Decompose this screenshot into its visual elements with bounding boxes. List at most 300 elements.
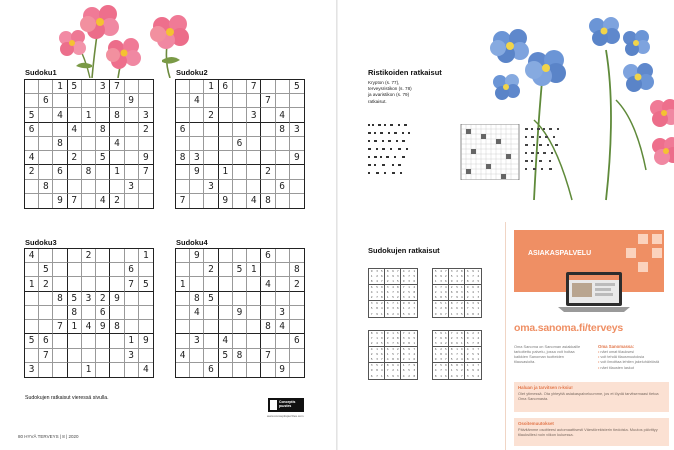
solution-digit: 9 xyxy=(402,341,405,346)
solution-digit: 1 xyxy=(408,285,410,290)
sudoku-cell xyxy=(96,263,110,277)
sudoku-cell xyxy=(261,80,275,94)
solution-digit: 7 xyxy=(460,374,465,379)
sudoku-cell xyxy=(219,320,233,334)
solution-digit: 4 xyxy=(376,341,378,346)
sudoku-cell xyxy=(125,165,139,179)
solution-digit: 2 xyxy=(408,306,410,311)
solution-digit: 7 xyxy=(477,363,480,368)
sudoku-cell: 8 xyxy=(96,123,110,137)
sudoku-cell xyxy=(125,151,139,165)
solution-digit: 5 xyxy=(450,274,453,279)
sudoku-cell xyxy=(219,151,233,165)
solution-digit: 2 xyxy=(477,311,480,316)
solution-digit: 8 xyxy=(460,331,465,336)
sudoku-cell xyxy=(25,306,39,320)
solution-digit: 6 xyxy=(440,311,442,316)
sudoku-cell: 3 xyxy=(125,349,139,363)
solution-digit: 7 xyxy=(444,269,449,274)
sudoku-cell: 6 xyxy=(204,363,218,377)
sudoku-cell: 4 xyxy=(190,306,204,320)
solution-digit: 2 xyxy=(450,285,453,290)
sudoku-cell: 7 xyxy=(68,194,82,208)
sudoku-cell xyxy=(261,108,275,122)
sudoku-cell: 8 xyxy=(276,123,290,137)
sudoku-cell xyxy=(53,306,67,320)
crossword-solution-thumbnails xyxy=(368,124,528,180)
crossword-thumbnail xyxy=(525,124,585,180)
ad-list-item: • voit tehdä tilausmuutoksia xyxy=(598,355,645,360)
solution-digit: 1 xyxy=(444,331,449,336)
sudoku-cell xyxy=(39,137,53,151)
sudoku-cell xyxy=(276,292,290,306)
solution-digit: 1 xyxy=(444,301,449,306)
sudoku-cell xyxy=(261,292,275,306)
sudoku-cell xyxy=(68,249,82,263)
sudoku-cell xyxy=(139,94,153,108)
sudoku-cell xyxy=(39,151,53,165)
solution-digit: 7 xyxy=(392,301,394,306)
solution-digit: 3 xyxy=(434,341,437,346)
solution-digit: 9 xyxy=(460,347,465,352)
solution-digit: 1 xyxy=(460,285,465,290)
sudoku-cell: 3 xyxy=(247,108,261,122)
solution-digit: 6 xyxy=(392,363,394,368)
solution-digit: 2 xyxy=(370,341,373,346)
pink-flowers-illustration xyxy=(46,0,196,78)
solution-digit: 1 xyxy=(392,331,394,336)
solution-digit: 2 xyxy=(472,279,474,284)
sudoku-cell xyxy=(261,334,275,348)
solution-digit: 4 xyxy=(450,373,453,378)
sudoku-cell: 8 xyxy=(290,263,304,277)
sudoku-cell xyxy=(219,123,233,137)
solution-digit: 2 xyxy=(396,296,401,301)
sudoku-cell: 5 xyxy=(25,334,39,348)
solution-digit: 3 xyxy=(370,363,373,368)
sudoku-cell xyxy=(176,320,190,334)
sudoku-cell xyxy=(276,334,290,348)
sudoku-cell xyxy=(176,165,190,179)
sudoku-cell xyxy=(25,137,39,151)
sudoku-cell xyxy=(233,292,247,306)
sudoku-cell xyxy=(190,137,204,151)
solution-digit: 1 xyxy=(477,269,480,274)
sudoku-cell xyxy=(125,137,139,151)
solution-digit: 2 xyxy=(460,301,465,306)
solution-digit: 8 xyxy=(402,274,405,279)
sudoku-cell xyxy=(247,320,261,334)
solution-digit: 3 xyxy=(380,331,385,336)
sudoku-cell xyxy=(247,180,261,194)
ad-list-item: • voit ilmoittaa lehtien jakeluhäiriöstä xyxy=(598,360,660,365)
solution-digit: 4 xyxy=(376,279,378,284)
sudoku-cell xyxy=(68,165,82,179)
solution-digit: 2 xyxy=(434,363,437,368)
solution-digit: 3 xyxy=(440,357,442,362)
solution-digit: 4 xyxy=(456,331,458,336)
flower-head xyxy=(652,137,674,165)
solution-digit: 9 xyxy=(466,285,469,290)
solution-digit: 8 xyxy=(380,347,385,352)
sudoku-cell xyxy=(68,349,82,363)
solution-digit: 9 xyxy=(434,311,437,316)
sudoku-cell xyxy=(233,194,247,208)
solution-digit: 3 xyxy=(386,341,389,346)
solution-digit: 3 xyxy=(376,269,378,274)
sudoku-cell: 4 xyxy=(143,364,149,376)
solution-digit: 8 xyxy=(408,341,410,346)
solution-digit: 9 xyxy=(386,306,389,311)
solution-digit: 6 xyxy=(370,373,373,378)
solution-digit: 8 xyxy=(450,347,453,352)
solution-digit: 3 xyxy=(434,306,437,311)
solution-digit: 9 xyxy=(456,295,458,300)
solution-digit: 9 xyxy=(434,357,437,362)
solution-digit: 1 xyxy=(376,290,378,295)
sudoku-cell xyxy=(190,263,204,277)
sudoku-cell xyxy=(290,249,304,263)
sudoku-cell: 7 xyxy=(176,194,190,208)
sudoku-cell xyxy=(82,180,96,194)
sudoku-cell: 6 xyxy=(290,334,304,348)
sudoku-cell xyxy=(96,180,110,194)
sudoku-cell xyxy=(233,94,247,108)
solution-digit: 5 xyxy=(396,331,401,336)
flower-head xyxy=(589,17,620,46)
sudoku-cell xyxy=(96,108,110,122)
sudoku-cell xyxy=(68,277,82,291)
solution-digit: 6 xyxy=(460,352,465,357)
sudoku-cell: 6 xyxy=(219,80,233,94)
sudoku-cell: 3 xyxy=(96,80,110,94)
solution-digit: 7 xyxy=(444,312,449,317)
solution-digit: 6 xyxy=(444,374,449,379)
sudoku-cell: 6 xyxy=(53,165,67,179)
solution-digit: 1 xyxy=(386,295,389,300)
page-gutter xyxy=(336,0,338,450)
sudoku-cell xyxy=(96,137,110,151)
solution-digit: 8 xyxy=(477,341,480,346)
sudoku-grid xyxy=(24,248,154,378)
sudoku-cell: 9 xyxy=(219,194,233,208)
sudoku-cell xyxy=(96,363,110,377)
sudoku-cell xyxy=(233,151,247,165)
sudoku-cell xyxy=(233,320,247,334)
sudoku-cell xyxy=(139,320,153,334)
solution-digit: 5 xyxy=(472,352,474,357)
solution-digit: 3 xyxy=(466,373,469,378)
sudoku-cell: 1 xyxy=(247,263,261,277)
sudoku-cell xyxy=(276,80,290,94)
solution-digit: 3 xyxy=(460,363,465,368)
logo-mark xyxy=(270,400,277,410)
solution-digit: 2 xyxy=(466,295,469,300)
sudoku-cell: 2 xyxy=(139,123,153,137)
solution-digit: 9 xyxy=(444,363,449,368)
solution-digit: 5 xyxy=(472,306,474,311)
solution-digit: 9 xyxy=(413,295,416,300)
sudoku-cell: 9 xyxy=(53,194,67,208)
sudoku-cell: 1 xyxy=(82,363,96,377)
sudoku-cell xyxy=(96,165,110,179)
solution-digit: 7 xyxy=(477,347,480,352)
solution-digit: 6 xyxy=(413,279,416,284)
sudoku-cell: 4 xyxy=(176,349,190,363)
sudoku-cell: 1 xyxy=(25,277,39,291)
solution-digit: 1 xyxy=(450,311,453,316)
solution-digit: 1 xyxy=(380,312,385,317)
sudoku-cell xyxy=(139,194,153,208)
sudoku-cell xyxy=(247,292,261,306)
sudoku-cell xyxy=(110,180,124,194)
sudoku-cell xyxy=(176,334,190,348)
solution-digit: 5 xyxy=(408,290,410,295)
sudoku-cell: 7 xyxy=(261,94,275,108)
sudoku-cell: 1 xyxy=(176,277,190,291)
sudoku-cell xyxy=(290,194,304,208)
sudoku-cell: 2 xyxy=(96,292,110,306)
solution-digit: 2 xyxy=(456,357,458,362)
flower-head xyxy=(650,99,674,127)
sudoku-cell xyxy=(219,94,233,108)
sudoku-cell xyxy=(39,292,53,306)
flower-head xyxy=(623,30,650,56)
sudoku-cell xyxy=(219,249,233,263)
solution-digit: 5 xyxy=(450,357,453,362)
solution-digit: 8 xyxy=(370,331,373,336)
solution-digit: 1 xyxy=(386,352,389,357)
sudoku-cell xyxy=(110,263,124,277)
solution-digit: 8 xyxy=(472,311,474,316)
sudoku-cell: 5 xyxy=(290,80,304,94)
sudoku-cell xyxy=(276,165,290,179)
solutions-note: Sudokujen ratkaisut vieressä sivulla. xyxy=(25,395,109,401)
sudoku-cell: 5 xyxy=(96,151,110,165)
sudoku-cell xyxy=(247,94,261,108)
solution-digit: 2 xyxy=(460,368,465,373)
sudoku-cell xyxy=(96,94,110,108)
sudoku-cell: 3 xyxy=(125,180,139,194)
sudoku-cell: 4 xyxy=(53,108,67,122)
solution-digit: 6 xyxy=(434,347,437,352)
solution-digit: 4 xyxy=(408,331,410,336)
solution-digit: 6 xyxy=(460,274,465,279)
solution-digit: 4 xyxy=(472,290,474,295)
sudoku-cell xyxy=(233,180,247,194)
solution-digit: 9 xyxy=(392,274,394,279)
sudoku-cell: 3 xyxy=(190,151,204,165)
sudoku-cell: 1 xyxy=(204,80,218,94)
solution-digit: 3 xyxy=(413,368,416,373)
solution-digit: 6 xyxy=(380,274,385,279)
solution-digit: 9 xyxy=(466,336,469,341)
sudoku-cell xyxy=(276,277,290,291)
sudoku-cell xyxy=(68,137,82,151)
sudoku-cell: 5 xyxy=(204,292,218,306)
sudoku-cell xyxy=(139,180,153,194)
solution-digit: 7 xyxy=(380,280,385,285)
sudoku-cell: 9 xyxy=(233,306,247,320)
solution-digit: 6 xyxy=(396,306,401,311)
solution-digit: 9 xyxy=(477,301,480,306)
sudoku-cell: 9 xyxy=(139,334,153,348)
solution-digit: 9 xyxy=(450,341,453,346)
solution-digit: 6 xyxy=(466,331,469,336)
flower-head xyxy=(490,29,529,63)
sudoku2-title: Sudoku2 xyxy=(176,68,208,77)
sudoku-cell xyxy=(39,320,53,334)
solution-digit: 9 xyxy=(380,336,385,341)
sudoku-cell xyxy=(125,123,139,137)
solution-digit: 4 xyxy=(434,301,437,306)
solution-digit: 8 xyxy=(402,352,405,357)
sudoku-cell xyxy=(39,80,53,94)
flower-head xyxy=(493,74,520,100)
sudoku-cell xyxy=(204,320,218,334)
crossword-thumbnail xyxy=(461,124,519,180)
sudoku-cell xyxy=(204,151,218,165)
sudoku-cell xyxy=(82,80,96,94)
solution-digit: 7 xyxy=(380,358,385,363)
sudoku-cell xyxy=(176,306,190,320)
solution-digit: 9 xyxy=(440,274,442,279)
solution-digit: 5 xyxy=(413,336,416,341)
sudoku-cell xyxy=(233,277,247,291)
sudoku-cell: 7 xyxy=(125,277,139,291)
sudoku-solutions-title: Sudokujen ratkaisut xyxy=(368,246,440,255)
solution-digit: 8 xyxy=(466,279,469,284)
sudoku-cell xyxy=(247,306,261,320)
solution-digit: 2 xyxy=(386,336,389,341)
sudoku-cell xyxy=(68,334,82,348)
sudoku-cell xyxy=(219,306,233,320)
sudoku-cell xyxy=(247,165,261,179)
solution-digit: 5 xyxy=(440,301,442,306)
sudoku-cell xyxy=(176,292,190,306)
solution-digit: 8 xyxy=(370,279,373,284)
solution-digit: 9 xyxy=(376,311,378,316)
solution-digit: 7 xyxy=(472,341,474,346)
solution-digit: 2 xyxy=(392,368,394,373)
solution-digit: 4 xyxy=(413,301,416,306)
sudoku-cell xyxy=(190,194,204,208)
sudoku-cell xyxy=(25,320,39,334)
sudoku-cell xyxy=(53,249,67,263)
sudoku-cell xyxy=(176,94,190,108)
solution-digit: 6 xyxy=(376,331,378,336)
solution-digit: 1 xyxy=(477,357,480,362)
solution-digit: 3 xyxy=(450,352,453,357)
sudoku-cell xyxy=(176,249,190,263)
sudoku-cell: 4 xyxy=(82,320,96,334)
solution-digit: 3 xyxy=(408,279,410,284)
solution-digit: 6 xyxy=(466,301,469,306)
solution-digit: 3 xyxy=(402,295,405,300)
sudoku-cell: 1 xyxy=(82,108,96,122)
solution-digit: 4 xyxy=(477,336,480,341)
sudoku-cell xyxy=(290,137,304,151)
sudoku-cell xyxy=(290,363,304,377)
solution-digit: 8 xyxy=(456,290,458,295)
solution-digit: 4 xyxy=(370,290,373,295)
solution-digit: 4 xyxy=(402,269,405,274)
sudoku-cell: 6 xyxy=(261,249,275,263)
sudoku-cell: 4 xyxy=(96,194,110,208)
crossword-thumbnail xyxy=(368,124,410,174)
sudoku-cell xyxy=(219,363,233,377)
sudoku-cell: 4 xyxy=(25,249,39,263)
flower-head xyxy=(525,50,566,86)
solution-digit: 2 xyxy=(402,290,405,295)
solution-digit: 2 xyxy=(392,311,394,316)
sudoku-cell xyxy=(53,94,67,108)
sudoku-cell: 5 xyxy=(25,108,39,122)
sudoku-cell xyxy=(110,277,124,291)
crossword-solutions-title: Ristikoiden ratkaisut xyxy=(368,68,442,77)
sudoku-cell: 6 xyxy=(39,334,53,348)
solution-digit: 8 xyxy=(434,373,437,378)
sudoku-cell xyxy=(290,306,304,320)
solution-digit: 4 xyxy=(456,279,458,284)
sudoku-cell: 8 xyxy=(39,180,53,194)
solution-digit: 1 xyxy=(472,336,474,341)
sudoku-cell: 8 xyxy=(82,165,96,179)
solution-digit: 8 xyxy=(466,368,469,373)
solution-digit: 1 xyxy=(472,295,474,300)
sudoku-cell xyxy=(247,363,261,377)
solution-digit: 8 xyxy=(477,285,480,290)
solution-digit: 5 xyxy=(386,301,389,306)
solution-digit: 2 xyxy=(440,306,442,311)
solution-digit: 7 xyxy=(477,290,480,295)
flower-head xyxy=(106,38,141,69)
ad-list-title: Oma Sanomassa: xyxy=(598,344,635,349)
solution-digit: 9 xyxy=(450,279,453,284)
sudoku-cell: 1 xyxy=(125,334,139,348)
sudoku-cell xyxy=(82,277,96,291)
sudoku-cell xyxy=(261,180,275,194)
solution-digit: 9 xyxy=(440,331,442,336)
sudoku-cell xyxy=(233,108,247,122)
customer-service-ad xyxy=(505,222,674,450)
sudoku4-title: Sudoku4 xyxy=(176,238,208,247)
sudoku-cell xyxy=(276,137,290,151)
sudoku-cell: 9 xyxy=(290,151,304,165)
ad-url[interactable]: oma.sanoma.fi/terveys xyxy=(514,322,624,334)
sudoku-cell: 5 xyxy=(219,349,233,363)
solution-digit: 7 xyxy=(396,269,401,274)
solution-digit: 2 xyxy=(434,290,437,295)
solution-digit: 8 xyxy=(386,311,389,316)
solution-digit: 6 xyxy=(472,357,474,362)
sudoku-cell: 4 xyxy=(247,194,261,208)
sudoku-cell xyxy=(247,137,261,151)
sudoku-grid xyxy=(175,79,305,209)
sudoku-cell xyxy=(82,123,96,137)
solution-digit: 3 xyxy=(434,285,437,290)
sudoku-cell xyxy=(247,123,261,137)
solution-digit: 3 xyxy=(466,274,469,279)
solution-digit: 3 xyxy=(456,311,458,316)
solution-digit: 8 xyxy=(456,363,458,368)
sudoku-cell xyxy=(190,80,204,94)
ad-feature-list xyxy=(598,350,659,371)
solution-digit: 6 xyxy=(456,341,458,346)
solution-digit: 3 xyxy=(472,347,474,352)
solution-digit: 5 xyxy=(460,312,465,317)
sudoku-cell xyxy=(276,263,290,277)
